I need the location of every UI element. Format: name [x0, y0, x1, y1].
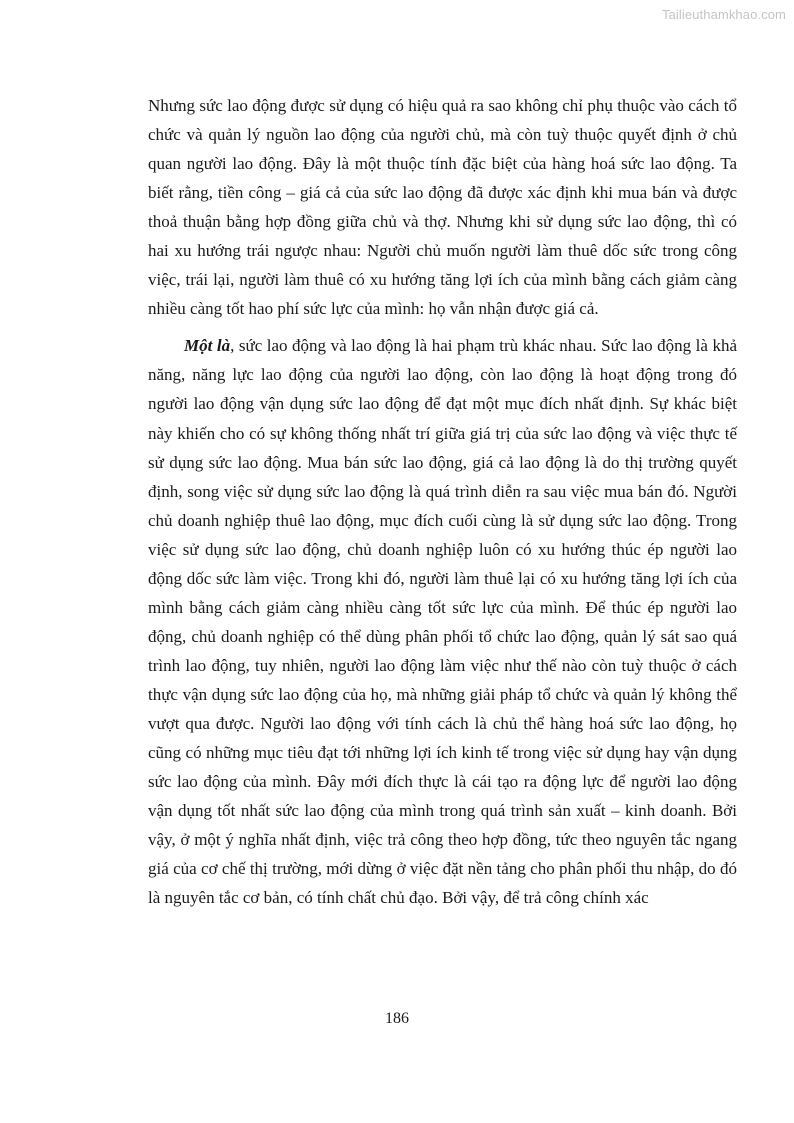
paragraph-2-lead: Một là — [184, 336, 231, 356]
page-number: 186 — [385, 1010, 409, 1027]
paragraph-2-body: , sức lao động và lao động là hai phạm trù khác nhau. Sức lao động là khả năng, năng lực lao động của người lao động, còn lao động là hoạt động trong đó người lao động vận dụng sức lao động để đạt một mục đích nhất định. Sự khác biệt này khiến cho có sự không thống nhất trí giữa giá trị của sức lao động và việc thực tế sử dụng sức lao động. Mua bán sức lao động, giá cả lao động là do thị trường quyết định, song việc sử dụng sức lao động là quá trình diễn ra sau việc mua bán đó. Người chủ doanh nghiệp thuê lao động, mục đích cuối cùng là sử dụng sức lao động. Trong việc sử dụng sức lao động, chủ doanh nghiệp luôn có xu hướng thúc ép người lao động dốc sức làm việc. Trong khi đó, người làm thuê lại có xu hướng tăng lợi ích của mình bằng cách giảm càng nhiều càng tốt sức lực của mình. Để thúc ép người lao động, chủ doanh nghiệp có thể dùng phân phối tổ chức lao động, quản lý sát sao quá trình lao động, tuy nhiên, người lao động làm việc như thế nào còn tuỳ thuộc ở cách thực vận dụng sức lao động của họ, mà những giải pháp tổ chức và quản lý không thể vượt qua được. Người lao động với tính cách là chủ thể hàng hoá sức lao động, họ cũng có những mục tiêu đạt tới những lợi ích kinh tế trong việc sử dụng hay vận dụng sức lao động của mình. Đây mới đích thực là cái tạo ra động lực để người lao động vận dụng tốt nhất sức lao động của mình trong quá trình sản xuất – kinh doanh. Bởi vậy, ở một ý nghĩa nhất định, việc trả công theo hợp đồng, tức theo nguyên tắc ngang giá của cơ chế thị trường, mới dừng ở việc đặt nền tảng cho phân phối thu nhập, do đó là nguyên tắc cơ bản, có tính chất chủ đạo. Bởi vậy, để trả công chính xác — [148, 336, 737, 908]
watermark: Tailieuthamkhao.com — [661, 7, 786, 22]
page-body — [148, 91, 737, 912]
paragraph-1: Nhưng sức lao động được sử dụng có hiệu quả ra sao không chỉ phụ thuộc vào cách tổ chức và quản lý nguồn lao động của người chủ, mà còn tuỳ thuộc quyết định ở chủ quan người lao động. Đây là một thuộc tính đặc biệt của hàng hoá sức lao động. Ta biết rằng, tiền công – giá cả của sức lao động đã được xác định khi mua bán và được thoả thuận bằng hợp đồng giữa chủ và thợ. Nhưng khi sử dụng sức lao động, thì có hai xu hướng trái ngược nhau: Người chủ muốn người làm thuê dốc sức trong công việc, trái lại, người làm thuê có xu hướng tăng lợi ích của mình bằng cách giảm càng nhiều càng tốt hao phí sức lực của mình: họ vẫn nhận được giá cả. — [148, 96, 737, 319]
paragraph-2 — [148, 331, 737, 912]
